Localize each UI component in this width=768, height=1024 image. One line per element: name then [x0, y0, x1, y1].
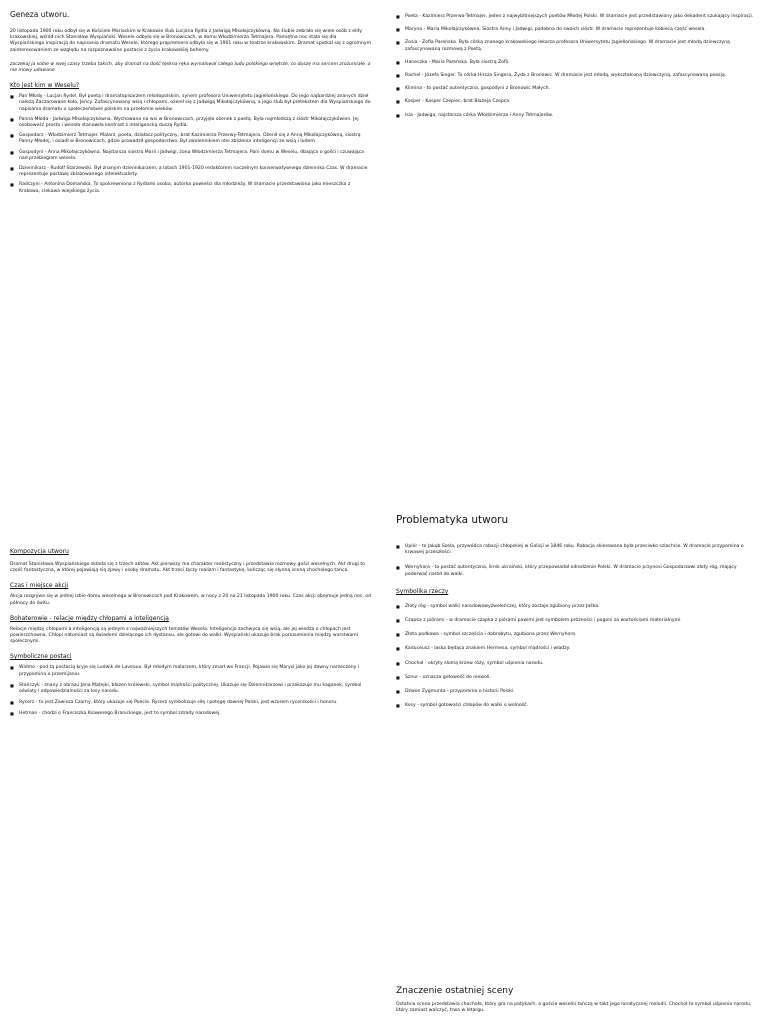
who-item: ■ Panna Młoda - Jadwiga Mikołajczykówna. Wychowana na wsi w Bronowicach, przyjęła ożenek z poetą. Była najmłodszą z sióstr Mikołajczykówien. Jej osobowość prosta i wesoła stanowiła kontrast z inteligencką duszą Rydla. [10, 117, 372, 129]
right-list [396, 14, 758, 119]
right-item: ■ Isia - Jadwiga, najstarsza córka Włodzimierza i Anny Tetmajerów. [396, 113, 758, 119]
symbolic-item: ■ Widmo - pod tą postacią kryje się Ludwik de Laveaux. Był młodym malarzem, który zmarł we Francji. Pojawia się Marysi jako jej dawny narzeczony i przypomina o przemijaniu. [10, 665, 372, 677]
quote: zaczekaj ja sobie w swej czasy trzeba takich, aby dramat na dość tęskna ręka wymalował całego ludu polskiego wnętrze, co duszę ma sercem zrozumiałe, a nie mowy udawane [10, 61, 371, 74]
who-list [10, 94, 372, 195]
who-heading: Kto jest kim w Weselu? [10, 82, 80, 90]
who-item: ■ Dziennikarz - Rudolf Starzewski. Był znanym dziennikarzem, a latach 1901-1920 redaktorem naczelnym konserwatywnego dziennika Czas. W dramacie reprezentuje postawę zblazowanego intelektualisty. [10, 166, 372, 178]
symbols-item: ■ Czapka z piórami - w dramacie czapka z piórami pawimi jest symbolem próżności i pogoni za wartościami materialnymi. [396, 618, 758, 624]
symbols-item: ■ Złota podkowa - symbol szczęścia i dobrobytu, zgubiona przez Wernyhorę. [396, 632, 758, 638]
right-item: ■ Klimina - to postać autentyczna, gospodyni z Bronowic Małych. [396, 86, 758, 92]
symbols-item: ■ Kaduceusz - laska będąca znakiem Hermesa, symbol mądrości i władzy. [396, 646, 758, 652]
genesis-heading: Geneza utworu. [10, 10, 70, 19]
genesis-text: 20 listopada 1900 roku odbył się w Kościele Mariackim w Krakowie ślub Lucjana Rydla z Jadwigą Mikołajczykówną. Na ślubie zebrało się wiele osób z elity krakowskiej, wśród nich Stanisław Wyspiański. Wesele odbyło się w Bronowicach, w domu Włodzimierza Tetmajera. Pamiętna noc stała się dla Wyspiańskiego inspiracją do napisania dramatu Wesele, którego prapremiera odbyła się w 1901 roku w teatrze krakowskim. Dramat spotkał się z ogromnym zainteresowaniem ze względu na rozpoznawalne postacie z życia krakowskiej bohemy. [10, 29, 372, 53]
right-item: ■ Rachel - Józefa Singer. To córka Hirsza Singera, Żyda z Bronowic. W dramacie jest młodą, wykształconą dziewczyną, zafascynowaną poezją. [396, 73, 758, 79]
symbolic-list [10, 665, 372, 717]
problems-heading: Problematyka utworu [396, 514, 509, 526]
right-item: ■ Haneczka - Maria Pareńska. Była siostrą Zofii. [396, 60, 758, 66]
symbolic-item: ■ Hetman - chodzi o Franciszka Ksawerego Branickiego, jest to symbol zdrady narodowej. [10, 711, 372, 717]
composition-text: Dramat Stanisława Wyspiańskiego składa się z trzech aktów. Akt pierwszy ma charakter realistyczny i przedstawia rozmowy gości weselnych. Akt drugi to część fantastyczna, w której pojawiają się zjawy i osoby dramatu. Akt trzeci łączy realizm i fantastykę, kończąc się słynną sceną chocholego tańca. [10, 562, 365, 574]
symbols-item: ■ Chochoł - okryty słomą krzew róży, symbol uśpienia narodu. [396, 661, 758, 667]
meaning-heading: Znaczenie ostatniej sceny [396, 986, 514, 996]
symbols-item: ■ Sznur - oznacza gotowość do niewoli. [396, 675, 758, 681]
right-item: ■ Poeta - Kazimierz Przerwa-Tetmajer, jeden z najwybitniejszych poetów Młodej Polski. W dramacie jest przedstawiony jako dekadent szukający inspiracji. [396, 14, 758, 20]
relations-text: Relacje między chłopami a inteligencją są jednym z najważniejszych tematów Wesela. Inteligencja zachwyca się wsią, ale jej wiedza o chłopach jest powierzchowna. Chłopi natomiast są świadomi dzielącego ich dystansu, ale gotowi do walki. Wyspiański ukazuje brak porozumienia między warstwami społecznymi. [10, 626, 358, 645]
relations-heading: Bohaterowie - relacje między chłopami a inteligencją [10, 614, 169, 622]
symbolic-heading: Symboliczne postaci [10, 653, 72, 661]
symbols-list [396, 604, 758, 710]
problems-list [396, 544, 758, 578]
who-item: ■ Gospodarz - Włodzimierz Tetmajer. Malarz, poeta, działacz polityczny, brat Kazimierza Przerwy-Tetmajera. Ożenił się z Anną Mikołajczykówną, siostrą Panny Młodej, i osiadł w Bronowicach, gdzie prowadził gospodarstwo. Był zwolennikiem idei zbliżenia inteligencji ze wsią i ludem. [10, 133, 372, 145]
right-item: ■ Maryna - Maria Mikołajczykówna. Siostra Anny i Jadwigi, podobna do swoich sióstr. W dramacie reprezentuje kobiecą część wesela. [396, 27, 758, 33]
problems-item: ■ Upiór - to Jakub Szela, przywódca rabacji chłopskiej w Galicji w 1846 roku. Rabacja skierowana była przeciwko szlachcie. W dramacie przypomina o krwawej przeszłości. [396, 544, 758, 556]
who-item: ■ Radczyni - Antonina Domańska. To spokrewniona z Rydlami osoba, autorka powieści dla młodzieży. W dramacie przedstawiona jako mieszczka z Krakowa, ciekawa wiejskiego życia. [10, 182, 372, 194]
symbols-item: ■ Złoty róg - symbol walki narodowowyzwoleńczej, który zostaje zgubiony przez Jaśka. [396, 604, 758, 610]
symbols-heading: Symbolika rzeczy [396, 587, 449, 595]
symbolic-item: ■ Rycerz - to jest Zawisza Czarny, który ukazuje się Poecie. Rycerz symbolizuje siłę i potęgę dawnej Polski, jest wzorem rycerskości i honoru. [10, 700, 372, 706]
symbols-item: ■ Dzwon Zygmunta - przypomina o historii Polski. [396, 689, 758, 695]
right-item: ■ Zosia - Zofia Pareńska. Była córką znanego krakowskiego lekarza profesora Uniwersytetu Jagiellońskiego. W dramacie jest młodą dziewczyną zafascynowaną rozmową z Poetą. [396, 40, 758, 52]
time-heading: Czas i miejsce akcji [10, 582, 69, 590]
composition-heading: Kompozycja utworu [10, 548, 69, 555]
left-column [10, 0, 372, 1024]
right-column [396, 0, 758, 1024]
symbolic-item: ■ Stańczyk - znany z obrazu Jana Matejki, błazen królewski, symbol mądrości politycznej. Ukazuje się Dziennikarzowi i przekazuje mu kaganek, symbol oświaty i odpowiedzialności za losy narodu. [10, 683, 372, 695]
time-text: Akcja rozgrywa się w jednej izbie domu weselnego w Bronowicach pod Krakowem, w nocy z 20 na 21 listopada 1900 roku. Czas akcji obejmuje jedną noc, od północy do świtu. [10, 594, 371, 606]
right-item: ■ Kasper - Kasper Czepiec, brat Blażeja Czepca. [396, 99, 758, 105]
problems-item: ■ Wernyhora - to postać autentyczna, lirnik ukraiński, który przepowiadał odrodzenie Polski. W dramacie przynosi Gospodarzowi złoty róg, mający poderwać naród do walki. [396, 565, 758, 577]
symbols-item: ■ Kosy - symbol gotowości chłopów do walki o wolność. [396, 703, 758, 709]
who-item: ■ Gospodyni - Anna Mikołajczykówna. Najstarsza siostra Marii i Jadwigi, żona Włodzimierza Tetmajera. Pani domu w Weselu, dbająca o gości i czuwająca nad przebiegiem wesela. [10, 150, 372, 162]
meaning-text: Ostatnia scena przedstawia chochoła, który gra na patykach, a goście weselni tańczą w takt jego lunatycznej melodii. Chochoł to symbol uśpienia narodu, który zamiast walczyć, trwa w letargu. [396, 1002, 752, 1014]
who-item: ■ Pan Młody - Lucjan Rydel. Był poetą i dramatopisarzem młodopolskim, synem profesora Uniwersytetu Jagiellońskiego. Do jego najbardziej znanych dzieł należą Zaczarowane koło, Jeńcy. Zafascynowany wsią i chłopami, ożenił się z Jadwigą Mikołajczykówną, a jego ślub był pretekstem dla Wyspiańskiego do napisania dramatu o społeczeństwie polskim na przełomie wieków. [10, 94, 372, 113]
